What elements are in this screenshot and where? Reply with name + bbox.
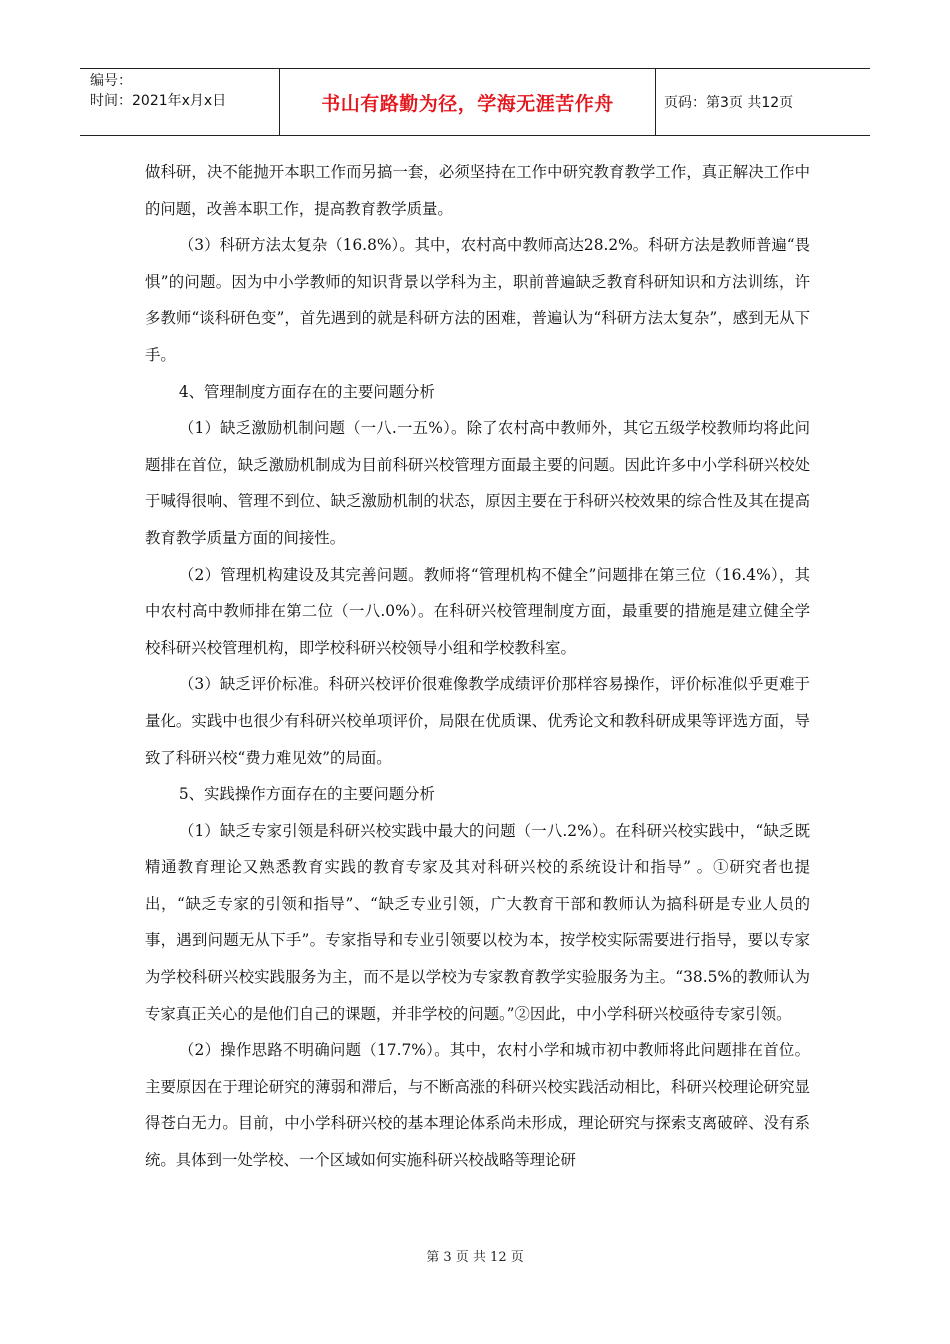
section-heading: 5、实践操作方面存在的主要问题分析 bbox=[178, 785, 435, 804]
paragraph: 做科研，决不能抛开本职工作而另搞一套，必须坚持在工作中研究教育教学工作，真正解决工作中的问题，改善本职工作，提高教育教学质量。 bbox=[145, 163, 810, 218]
number-label: 编号： bbox=[90, 73, 132, 89]
header-meta bbox=[80, 69, 280, 135]
paragraph: （1）缺乏专家引领是科研兴校实践中最大的问题（一八.2%）。在科研兴校实践中，“缺乏既精通教育理论又熟悉教育实践的教育专家及其对科研兴校的系统设计和指导” 。①研究者也提出，“缺乏专家的引领和指导”、“缺乏专业引领，广大教育干部和教师认为搞科研是专业人员的事，遇到问题无从下手”。专家指导和专业引领要以校为本，按学校实际需要进行指导，要以专家为学校科研兴校实践服务为主，而不是以学校为专家教育教学实验服务为主。“38.5%的教师认为专家真正关心的是他们自己的课题，并非学校的问题。”②因此，中小学科研兴校亟待专家引领。 bbox=[145, 821, 810, 1023]
header-page-info: 页码：第3页 共12页 bbox=[664, 95, 794, 111]
paragraph: （3）缺乏评价标准。科研兴校评价很难像教学成绩评价那样容易操作，评价标准似乎更难于量化。实践中也很少有科研兴校单项评价，局限在优质课、优秀论文和教科研成果等评选方面，导致了科研兴校“费力难见效”的局面。 bbox=[145, 675, 810, 767]
document-body bbox=[145, 154, 810, 1179]
paragraph: （2）管理机构建设及其完善问题。教师将“管理机构不健全”问题排在第三位（16.4%），其中农村高中教师排在第二位（一八.0%）。在科研兴校管理制度方面，最重要的措施是建立健全学校科研兴校管理机构，即学校科研兴校领导小组和学校教科室。 bbox=[145, 565, 810, 657]
page-footer: 第 3 页 共 12 页 bbox=[426, 1250, 524, 1265]
section-heading: 4、管理制度方面存在的主要问题分析 bbox=[178, 382, 435, 401]
paragraph: （2）操作思路不明确问题（17.7%）。其中，农村小学和城市初中教师将此问题排在首位。主要原因在于理论研究的薄弱和滞后，与不断高涨的科研兴校实践活动相比，科研兴校理论研究显得苍白无力。目前，中小学科研兴校的基本理论体系尚未形成，理论研究与探索支离破碎、没有系统。具体到一处学校、一个区域如何实施科研兴校战略等理论研 bbox=[145, 1041, 810, 1170]
paragraph: （3）科研方法太复杂（16.8%）。其中，农村高中教师高达28.2%。科研方法是教师普遍“畏惧”的问题。因为中小学教师的知识背景以学科为主，职前普遍缺乏教育科研知识和方法训练，许多教师“谈科研色变”，首先遇到的就是科研方法的困难，普遍认为“科研方法太复杂”，感到无从下手。 bbox=[145, 236, 810, 364]
page-header bbox=[80, 68, 870, 136]
date-line: 时间：2021年x月x日 bbox=[90, 93, 227, 109]
paragraph: （1）缺乏激励机制问题（一八.一五%）。除了农村高中教师外，其它五级学校教师均将此问题排在首位，缺乏激励机制成为目前科研兴校管理方面最主要的问题。因此许多中小学科研兴校处于喊得很响、管理不到位、缺乏激励机制的状态，原因主要在于科研兴校效果的综合性及其在提高教育教学质量方面的间接性。 bbox=[145, 419, 810, 547]
header-motto: 书山有路勤为径，学海无涯苦作舟 bbox=[280, 69, 656, 135]
